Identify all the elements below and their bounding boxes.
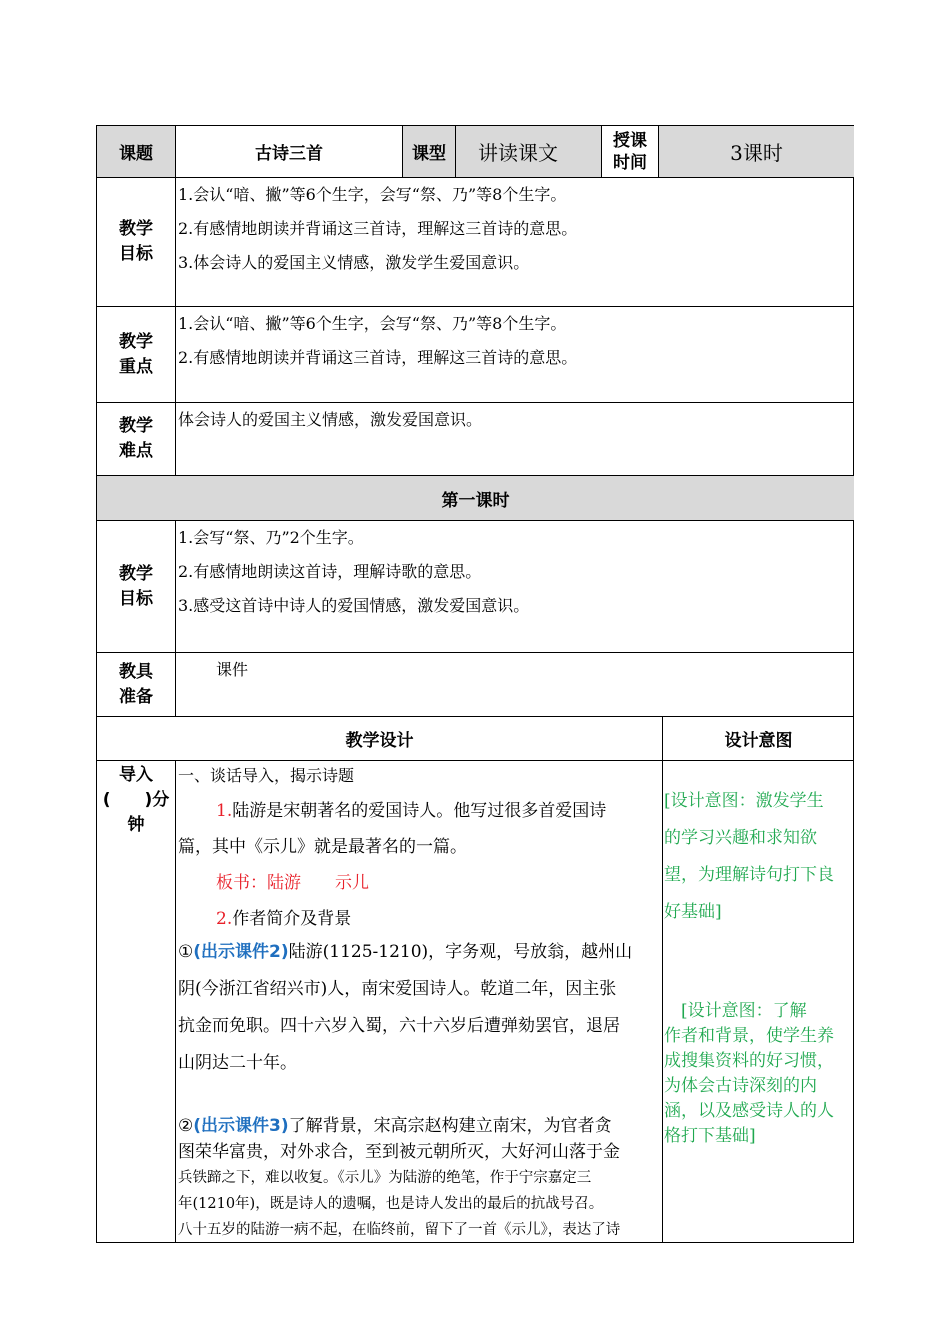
intent-2-line2: 作者和背景，使学生养 (664, 1026, 834, 1046)
p3-courseware: (出示课件2) (193, 942, 289, 962)
board-text: 板书：陆游 示儿 (216, 873, 369, 893)
lesson1-objective-1: 1.会写“祭、乃”2个生字。 (178, 528, 364, 547)
p2-text: 作者简介及背景 (232, 909, 352, 929)
objective-item-3: 3.体会诗人的爱国主义情感，激发学生爱国意识。 (178, 253, 530, 272)
type-label (402, 125, 455, 177)
intent-1-line1: [设计意图：激发学生 (664, 791, 824, 811)
type-label-text: 课型 (412, 144, 446, 164)
paragraph-4 (178, 1113, 662, 1243)
objectives-label (96, 177, 175, 306)
hours-value (658, 125, 854, 177)
p4-line2: 图荣华富贵，对外求合，至到被元朝所灭，大好河山落于金 (178, 1142, 620, 1162)
tools-content (175, 652, 854, 716)
topic-value (175, 125, 402, 177)
p3-line3: 抗金而免职。四十六岁入蜀，六十六岁后遭弹劾罢官，退居 (178, 1016, 620, 1036)
intent-2-line3: 成搜集资料的好习惯， (664, 1051, 834, 1071)
intent-header-text: 设计意图 (724, 731, 793, 751)
intent-2-line1: [设计意图：了解 (664, 1001, 807, 1021)
intro-label-line1: 导入 (119, 765, 153, 785)
intro-label-line2: ( )分 (102, 790, 170, 810)
design-body-row (96, 760, 854, 1243)
tools-label-line1: 教具 (119, 661, 153, 682)
lesson1-title-row (96, 475, 854, 520)
lesson1-title (96, 475, 854, 520)
type-value (455, 125, 601, 177)
lesson1-objectives-label-line1: 教学 (119, 563, 153, 584)
tools-label (96, 652, 175, 716)
p1-line2: 篇，其中《示儿》就是最著名的一篇。 (178, 837, 467, 857)
intent-content (662, 760, 854, 1243)
hours-label (601, 125, 658, 177)
type-value-text: 讲读课文 (478, 141, 558, 165)
difficulties-label-line2: 难点 (119, 441, 153, 461)
difficulties-label-line1: 教学 (119, 416, 153, 436)
intent-2-line4: 为体会古诗深刻的内 (664, 1076, 817, 1096)
hours-label-line1: 授课 (613, 130, 647, 151)
lesson1-objectives-content (175, 520, 854, 652)
p3-line4: 山阴达二十年。 (178, 1053, 297, 1073)
header-row (96, 125, 854, 177)
difficulties-label (96, 402, 175, 475)
key-points-row (96, 306, 854, 402)
tools-label-line2: 准备 (119, 686, 153, 707)
key-points-label-line1: 教学 (119, 331, 153, 352)
lesson1-objectives-label-line2: 目标 (119, 588, 153, 609)
lesson1-objectives-row (96, 520, 854, 652)
objectives-content (175, 177, 854, 306)
p4-line3: 兵铁蹄之下，难以收复。《示儿》为陆游的绝笔，作于宁宗嘉定三 (178, 1170, 592, 1186)
key-points-label (96, 306, 175, 402)
difficulties-text: 体会诗人的爱国主义情感，激发爱国意识。 (178, 410, 483, 429)
p4-courseware: (出示课件3) (193, 1116, 289, 1136)
key-points-label-line2: 重点 (119, 356, 153, 377)
topic-value-text: 古诗三首 (255, 144, 323, 164)
topic-label (96, 125, 175, 177)
p2-number: 2. (216, 909, 233, 929)
design-header-text: 教学设计 (345, 731, 414, 751)
p1-line1: 陆游是宋朝著名的爱国诗人。他写过很多首爱国诗 (232, 801, 607, 821)
topic-label-text: 课题 (119, 144, 153, 164)
p4-line4: 年(1210年)，既是诗人的遗嘱，也是诗人发出的最后的抗战号召。 (178, 1196, 604, 1212)
intent-2-line5: 涵，以及感受诗人的人 (664, 1101, 834, 1121)
key-point-item-2: 2.有感情地朗读并背诵这三首诗，理解这三首诗的意思。 (178, 348, 578, 367)
p3-line2: 阴(今浙江省绍兴市)人，南宋爱国诗人。乾道二年，因主张 (178, 979, 617, 999)
hours-label-line2: 时间 (613, 152, 647, 173)
intent-1 (664, 783, 834, 931)
section-title: 一、谈话导入，揭示诗题 (178, 766, 355, 785)
design-header-row (96, 716, 854, 760)
design-header (96, 716, 662, 760)
lesson1-objective-2: 2.有感情地朗读这首诗，理解诗歌的意思。 (178, 562, 482, 581)
lesson1-title-text: 第一课时 (441, 490, 510, 511)
objective-item-1: 1.会认“喑、撇”等6个生字，会写“祭、乃”等8个生字。 (178, 185, 567, 204)
p4-line1: 了解背景，宋高宗赵构建立南宋，为官者贪 (288, 1116, 612, 1136)
lesson1-objectives-label (96, 520, 175, 652)
p3-prefix: ① (178, 942, 194, 962)
p4-prefix: ② (178, 1116, 194, 1136)
p4-line5: 八十五岁的陆游一病不起，在临终前，留下了一首《示儿》，表达了诗 (178, 1222, 621, 1238)
objectives-label-line2: 目标 (119, 244, 153, 264)
objective-item-2: 2.有感情地朗读并背诵这三首诗，理解这三首诗的意思。 (178, 219, 578, 238)
tools-row (96, 652, 854, 716)
lesson1-objective-3: 3.感受这首诗中诗人的爱国情感，激发爱国意识。 (178, 596, 530, 615)
hours-value-text: 3课时 (730, 141, 783, 165)
key-points-content (175, 306, 854, 402)
design-content (175, 760, 662, 1243)
intent-2-line6: 格打下基础] (664, 1126, 756, 1146)
intro-label (96, 760, 175, 1243)
intent-2 (664, 999, 834, 1149)
p1-number: 1. (216, 801, 233, 821)
intent-header (662, 716, 854, 760)
intent-1-line3: 望，为理解诗句打下良 (664, 865, 834, 885)
paragraph-1 (178, 793, 661, 937)
difficulties-row (96, 402, 854, 475)
difficulties-content (175, 402, 854, 475)
intent-1-line2: 的学习兴趣和求知欲 (664, 828, 817, 848)
objectives-label-line1: 教学 (119, 219, 153, 239)
paragraph-3 (178, 934, 662, 1082)
intent-1-line4: 好基础] (664, 902, 722, 922)
tools-value: 课件 (216, 660, 249, 679)
intro-label-line3: 钟 (127, 815, 145, 835)
key-point-item-1: 1.会认“喑、撇”等6个生字，会写“祭、乃”等8个生字。 (178, 314, 567, 333)
p3-line1: 陆游(1125-1210)，字务观，号放翁，越州山 (288, 942, 633, 962)
lesson-plan-table (96, 125, 854, 1243)
objectives-row (96, 177, 854, 306)
